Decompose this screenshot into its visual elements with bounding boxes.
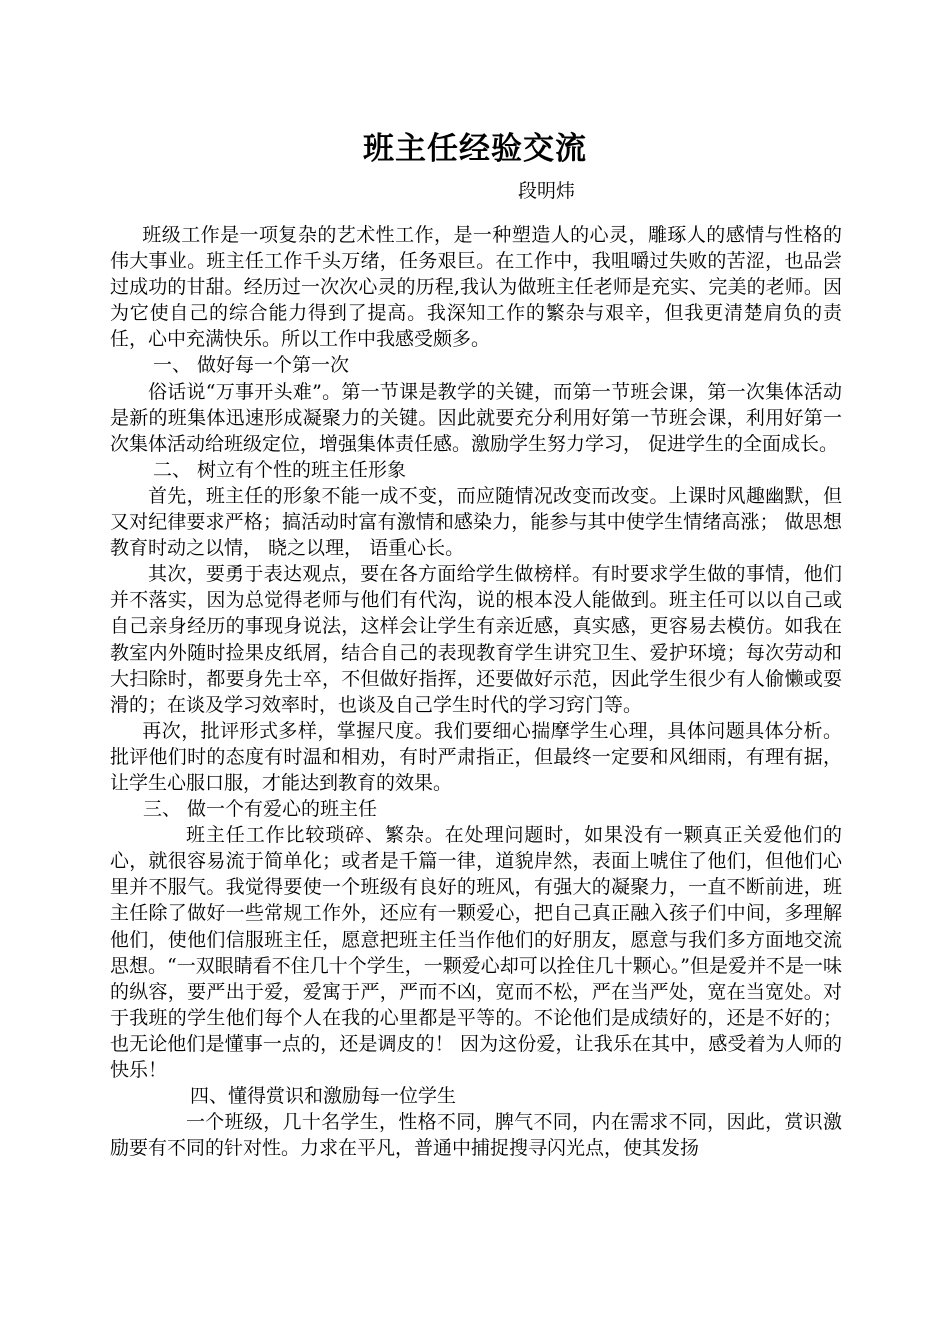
section-2-paragraph-3: 再次，批评形式多样，掌握尺度。我们要细心揣摩学生心理，具体问题具体分析。批评他们时的态度有时温和相劝，有时严肃指正，但最终一定要和风细雨，有理有据，让学生心服口服，才能达到教育的效果。	[110, 719, 842, 794]
section-4-paragraph-1: 一个班级，几十名学生，性格不同，脾气不同，内在需求不同，因此，赏识激励要有不同的针对性。力求在平凡，普通中捕捉搜寻闪光点，使其发扬	[110, 1111, 842, 1160]
document-author: 段明炜	[518, 180, 576, 202]
section-1-paragraph-1: 俗话说“万事开头难”。第一节课是教学的关键，而第一节班会课，第一次集体活动是新的班集体迅速形成凝聚力的关键。因此就要充分利用好第一节班会课，利用好第一次集体活动给班级定位，增强集体责任感。激励学生努力学习， 促进学生的全面成长。	[110, 380, 842, 455]
document-body	[110, 222, 842, 1161]
section-2-paragraph-1: 首先，班主任的形象不能一成不变，而应随情况改变而改变。上课时风趣幽默，但又对纪律要求严格；搞活动时富有激情和感染力，能参与其中使学生情绪高涨； 做思想教育时动之以情， 晓之以理， 语重心长。	[110, 484, 842, 560]
intro-paragraph: 班级工作是一项复杂的艺术性工作，是一种塑造人的心灵，雕琢人的感情与性格的伟大事业。班主任工作千头万绪，任务艰巨。在工作中，我咀嚼过失败的苦涩，也品尝过成功的甘甜。经历过一次次心灵的历程,我认为做班主任老师是充实、完美的老师。因为它使自己的综合能力得到了提高。我深知工作的繁杂与艰辛，但我更清楚肩负的责任，心中充满快乐。所以工作中我感受颇多。	[110, 224, 842, 351]
section-heading-1: 一、 做好每一个第一次	[153, 354, 350, 377]
section-3-paragraph-1: 班主任工作比较琐碎、繁杂。在处理问题时，如果没有一颗真正关爱他们的心，就很容易流于简单化；或者是千篇一律，道貌岸然，表面上唬住了他们，但他们心里并不服气。我觉得要使一个班级有良好的班风，有强大的凝聚力，一直不断前进，班主任除了做好一些常规工作外，还应有一颗爱心，把自己真正融入孩子们中间，多理解他们，使他们信服班主任，愿意把班主任当作他们的好朋友，愿意与我们多方面地交流思想。“一双眼睛看不住几十个学生，一颗爱心却可以拴住几十颗心。”但是爱并不是一味的纵容，要严出于爱，爱寓于严，严而不凶，宽而不松，严在当严处，宽在当宽处。对于我班的学生他们每个人在我的心里都是平等的。不论他们是成绩好的，还是不好的；也无论他们是懂事一点的，还是调皮的！ 因为这份爱，让我乐在其中，感受着为人师的快乐！	[110, 824, 842, 1081]
document-title: 班主任经验交流	[363, 131, 587, 167]
section-2-paragraph-2: 其次，要勇于表达观点，要在各方面给学生做榜样。有时要求学生做的事情，他们并不落实，因为总觉得老师与他们有代沟，说的根本没人能做到。班主任可以以自己或自己亲身经历的事现身说法，这样会让学生有亲近感，真实感，更容易去模仿。如我在教室内外随时捡果皮纸屑，结合自己的表现教育学生讲究卫生、爱护环境；每次劳动和大扫除时，都要身先士卒，不但做好指挥，还要做好示范，因此学生很少有人偷懒或耍滑的；在谈及学习效率时，也谈及自己学生时代的学习窍门等。	[110, 563, 842, 716]
section-heading-4: 四、懂得赏识和激励每一位学生	[190, 1085, 457, 1108]
section-heading-2: 二、 树立有个性的班主任形象	[153, 458, 407, 481]
section-heading-3: 三、 做一个有爱心的班主任	[143, 798, 378, 821]
